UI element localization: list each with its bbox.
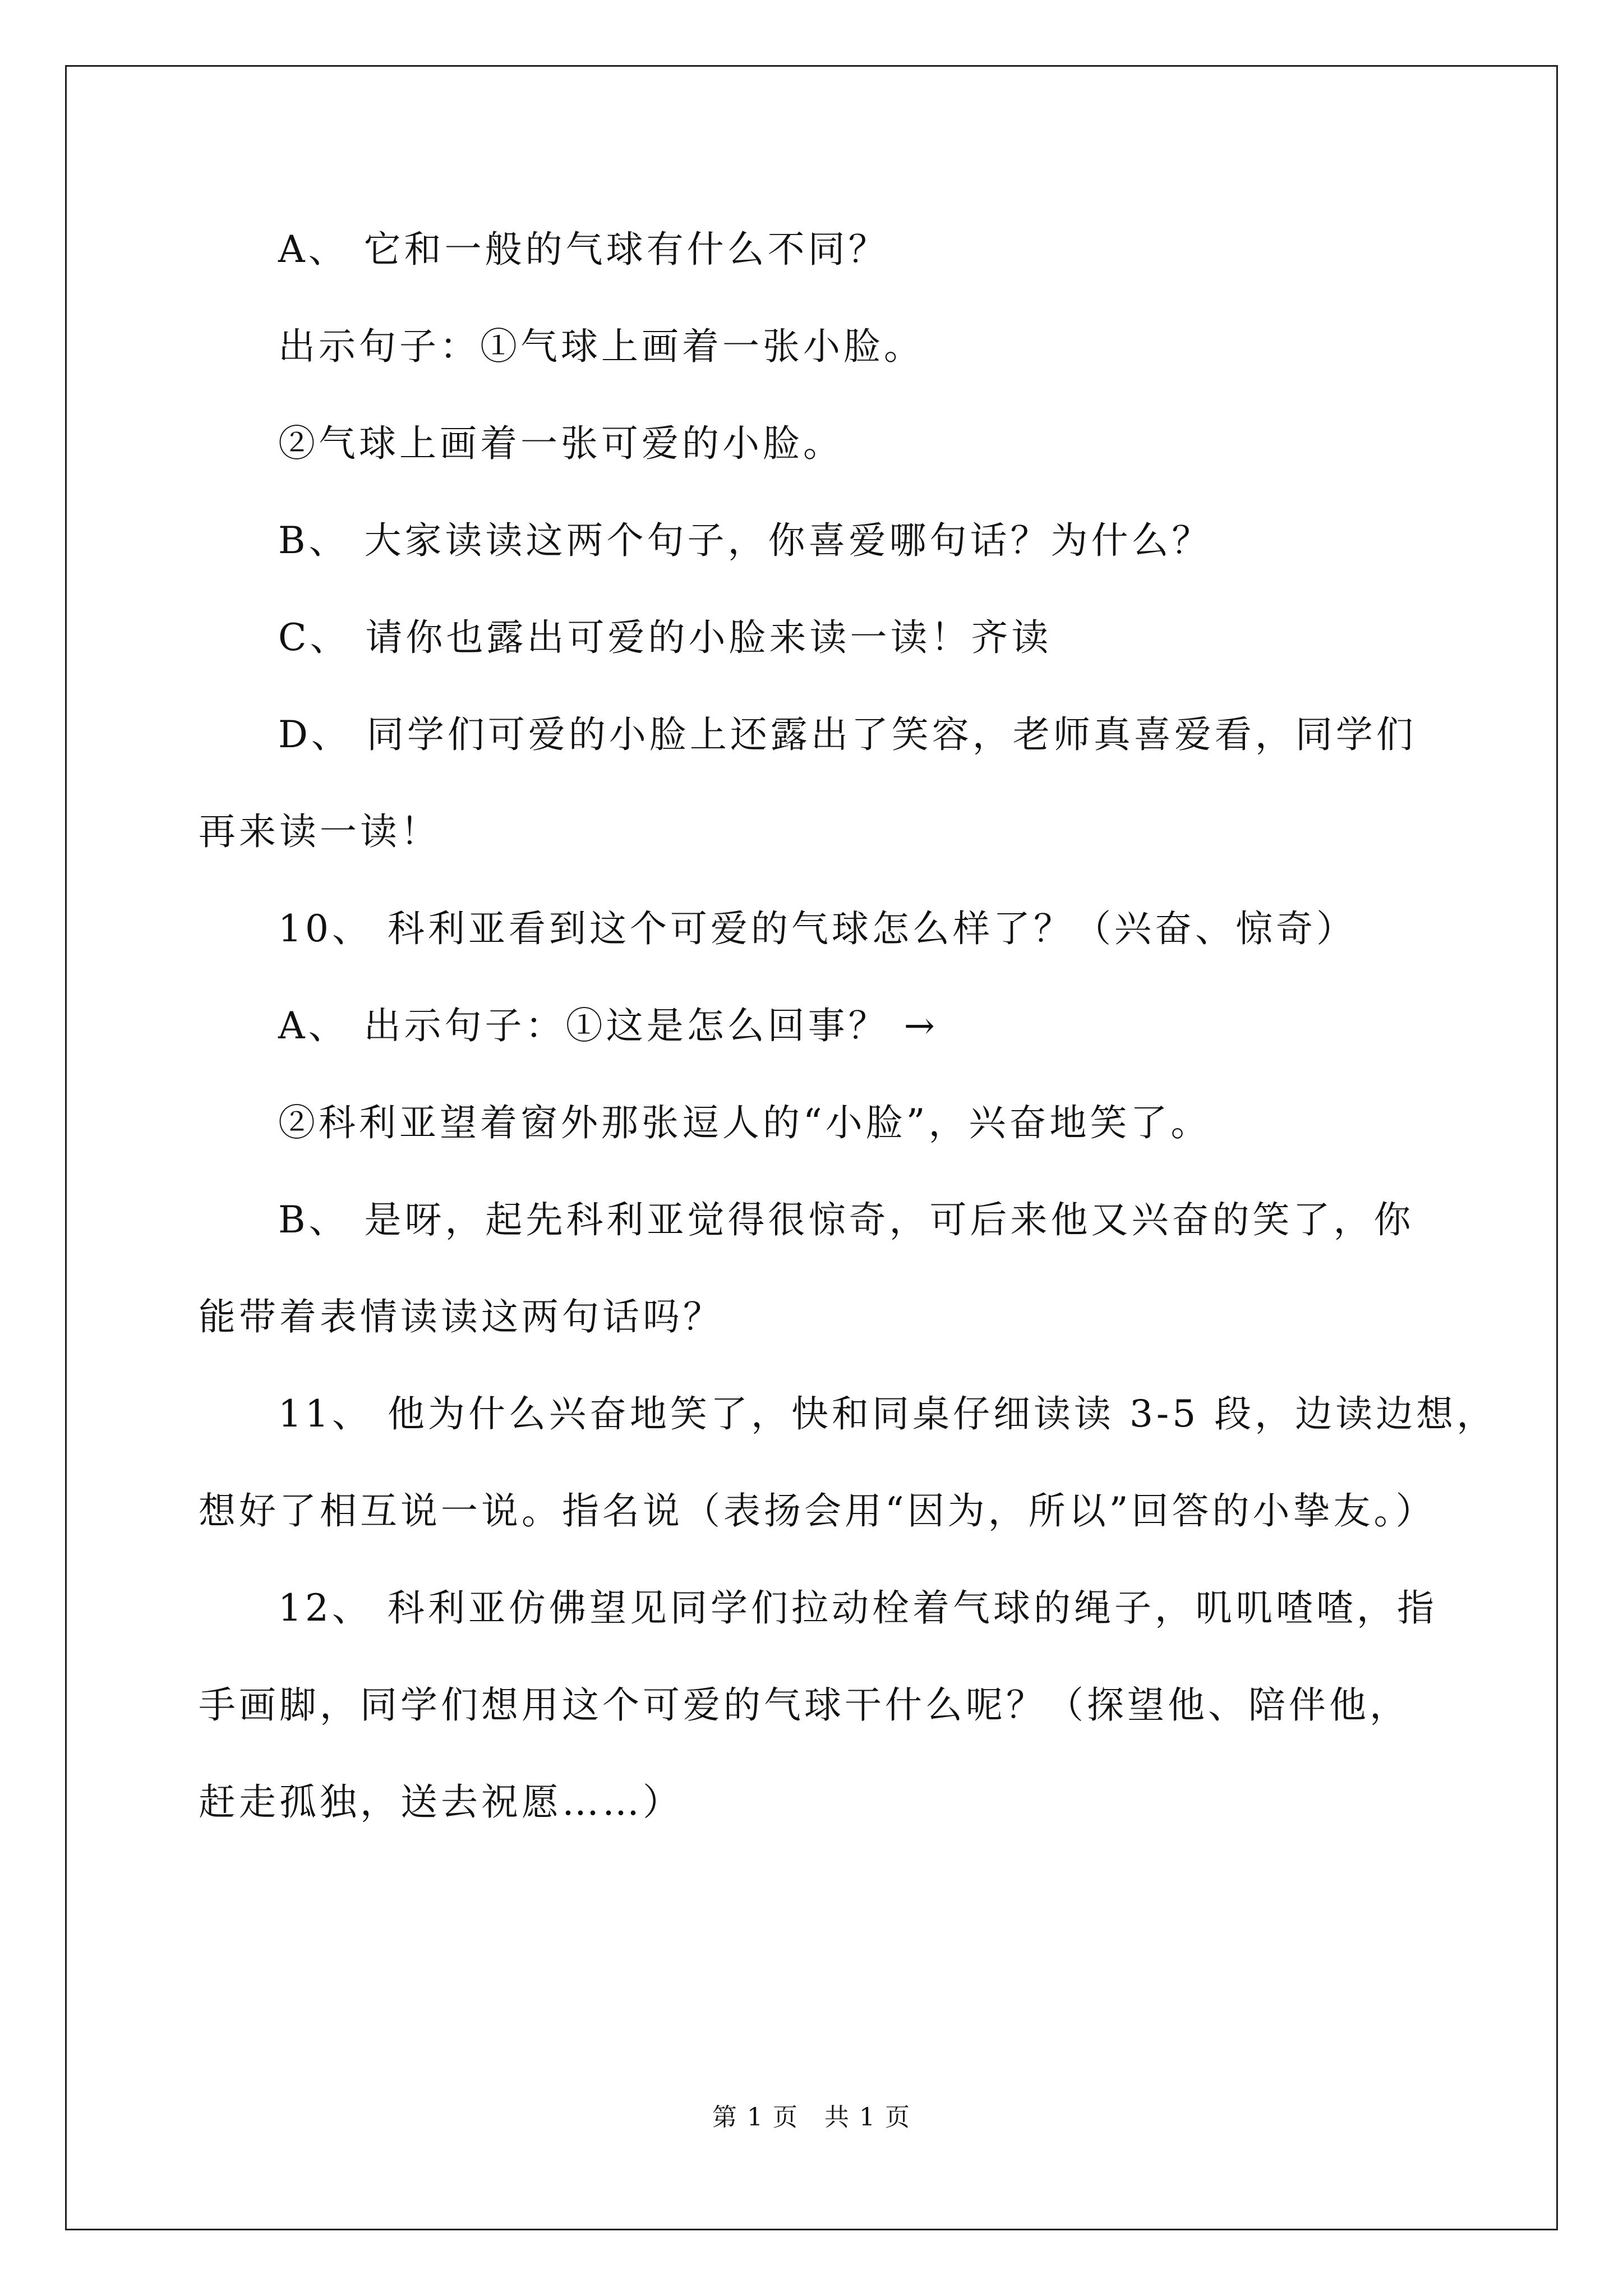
line-16: 手画脚，同学们想用这个可爱的气球干什么呢？（探望他、陪伴他， bbox=[199, 1683, 1410, 1727]
line-17: 赶走孤独，送去祝愿……） bbox=[199, 1780, 683, 1824]
line-15: 12、 科利亚仿佛望见同学们拉动栓着气球的绳子，叽叽喳喳，指 bbox=[278, 1586, 1437, 1630]
line-3: ②气球上画着一张可爱的小脸。 bbox=[278, 422, 843, 465]
line-13: 11、 他为什么兴奋地笑了，快和同桌仔细读读 3-5 段，边读边想， bbox=[278, 1392, 1497, 1435]
line-9: A、 出示句子：①这是怎么回事？ → bbox=[278, 1004, 938, 1047]
line-2: 出示句子：①气球上画着一张小脸。 bbox=[278, 325, 924, 368]
line-6: D、 同学们可爱的小脸上还露出了笑容，老师真喜爱看，同学们 bbox=[278, 713, 1417, 756]
line-11: B、 是呀，起先科利亚觉得很惊奇，可后来他又兴奋的笑了，你 bbox=[278, 1198, 1414, 1241]
line-14: 想好了相互说一说。指名说（表扬会用“因为，所以”回答的小挚友。） bbox=[199, 1489, 1436, 1533]
line-12: 能带着表情读读这两句话吗？ bbox=[199, 1295, 723, 1338]
line-1: A、 它和一般的气球有什么不同？ bbox=[278, 228, 889, 271]
line-4: B、 大家读读这两个句子，你喜爱哪句话？为什么？ bbox=[278, 519, 1212, 562]
line-10: ②科利亚望着窗外那张逗人的“小脸”，兴奋地笑了。 bbox=[278, 1101, 1211, 1144]
page-footer: 第 1 页 共 1 页 bbox=[712, 2103, 911, 2132]
line-5: C、 请你也露出可爱的小脸来读一读！齐读 bbox=[278, 616, 1052, 659]
line-8: 10、 科利亚看到这个可爱的气球怎么样了？（兴奋、惊奇） bbox=[278, 907, 1357, 950]
line-7: 再来读一读！ bbox=[199, 810, 441, 853]
